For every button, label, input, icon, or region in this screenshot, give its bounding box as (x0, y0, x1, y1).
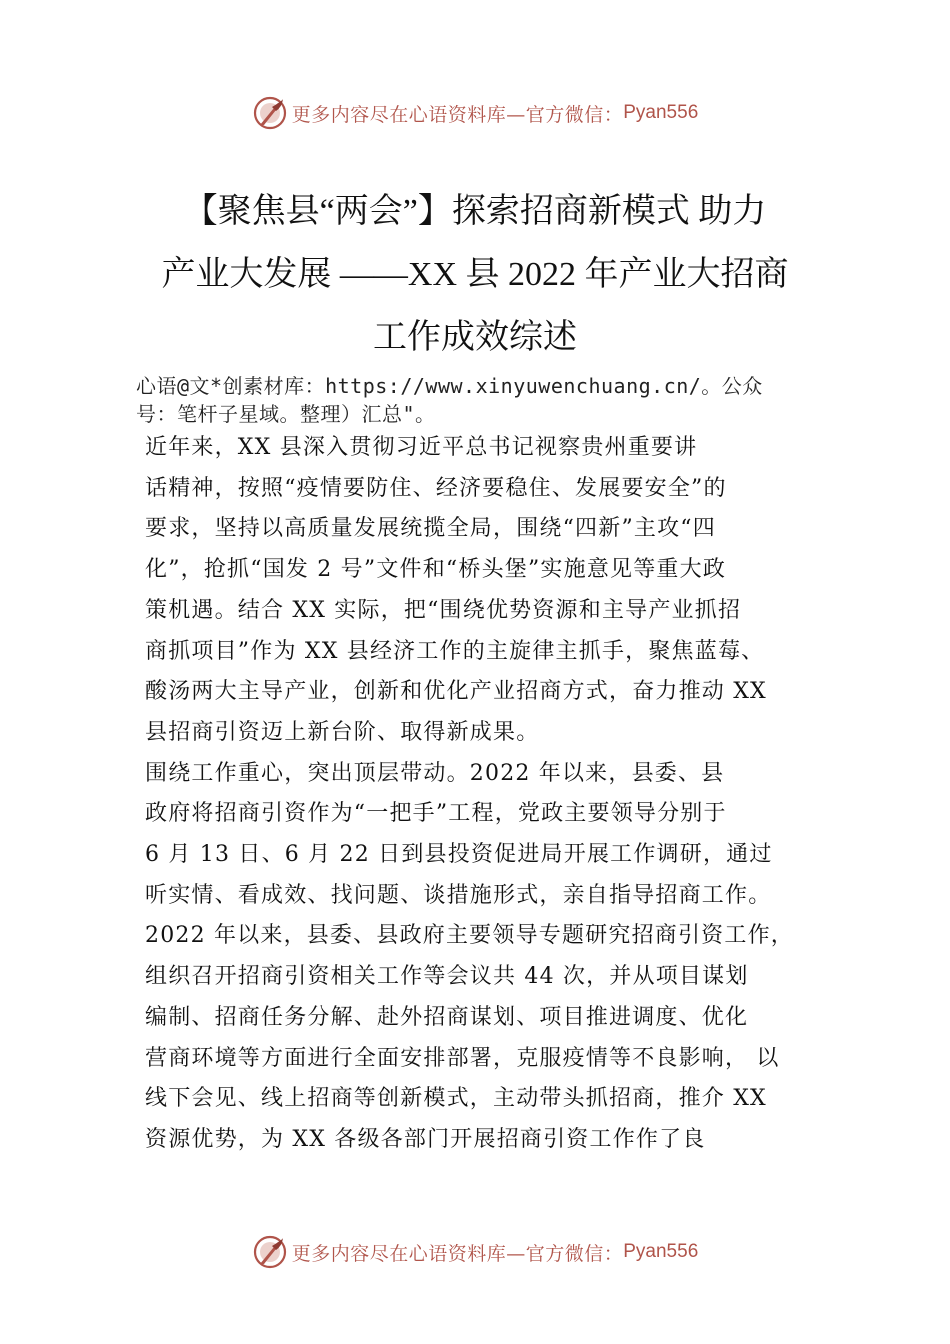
quill-logo-icon (252, 95, 288, 131)
source-line: 号：笔杆子星域。整理）汇总"。 (136, 402, 436, 426)
text-line: 线下会见、线上招商等创新模式，主动带头抓招商，推介 XX (145, 1086, 767, 1112)
document-title (130, 180, 820, 369)
title-line: 工作成效综述 (373, 319, 577, 356)
title-line: 产业大发展 ——XX 县 2022 年产业大招商 (161, 256, 789, 293)
text-line: 近年来，XX 县深入贯彻习近平总书记视察贵州重要讲 (145, 435, 698, 460)
text-line: 话精神，按照“疫情要防住、经济要稳住、发展要安全”的 (145, 475, 727, 501)
text-line: 策机遇。结合 XX 实际，把“围绕优势资源和主导产业抓招 (145, 597, 742, 623)
text-line: 编制、招商任务分解、赴外招商谋划、项目推进调度、优化 (145, 1004, 749, 1030)
banner-wechat-id: Pyan556 (623, 1241, 699, 1262)
text-line: 2022 年以来，县委、县政府主要领导专题研究招商引资工作， (145, 923, 794, 949)
quill-logo-icon (252, 1234, 288, 1270)
text-line: 组织召开招商引资相关工作等会议共 44 次，并从项目谋划 (145, 964, 749, 990)
text-line: 听实情、看成效、找问题、谈措施形式，亲自指导招商工作。 (145, 882, 772, 908)
paragraph-intro (145, 428, 825, 754)
text-line: 政府将招商引资作为“一把手”工程，党政主要领导分别于 (145, 801, 727, 827)
banner-text: 更多内容尽在心语资料库—官方微信： (291, 103, 624, 126)
text-line: 化”，抢抓“国发 2 号”文件和“桥头堡”实施意见等重大政 (145, 557, 727, 583)
paragraph-leadership (145, 754, 825, 1161)
banner-wechat-id: Pyan556 (623, 102, 699, 123)
text-line: 县招商引资迈上新台阶、取得新成果。 (145, 719, 540, 745)
text-line: 营商环境等方面进行全面安排部署，克服疫情等不良影响， 以 (145, 1045, 780, 1071)
text-line: 资源优势，为 XX 各级各部门开展招商引资工作作了良 (145, 1126, 706, 1152)
header-banner (0, 93, 950, 133)
text-line: 6 月 13 日、6 月 22 日到县投资促进局开展工作调研，通过 (145, 842, 773, 868)
text-line: 围绕工作重心，突出顶层带动。2022 年以来，县委、县 (145, 760, 725, 786)
text-line: 酸汤两大主导产业，创新和优化产业招商方式，奋力推动 XX (145, 679, 767, 705)
title-line: 【聚焦县“两会”】探索招商新模式 助力 (183, 193, 767, 230)
footer-banner (0, 1232, 950, 1272)
source-attribution (136, 372, 836, 428)
text-line: 商抓项目”作为 XX 县经济工作的主旋律主抓手，聚焦蓝莓、 (145, 638, 765, 664)
source-line: 心语@文*创素材库：https://www.xinyuwenchuang.cn/。公众 (136, 374, 763, 398)
banner-text: 更多内容尽在心语资料库—官方微信： (291, 1242, 624, 1265)
text-line: 要求，坚持以高质量发展统揽全局，围绕“四新”主攻“四 (145, 516, 716, 542)
document-body (145, 428, 825, 1161)
